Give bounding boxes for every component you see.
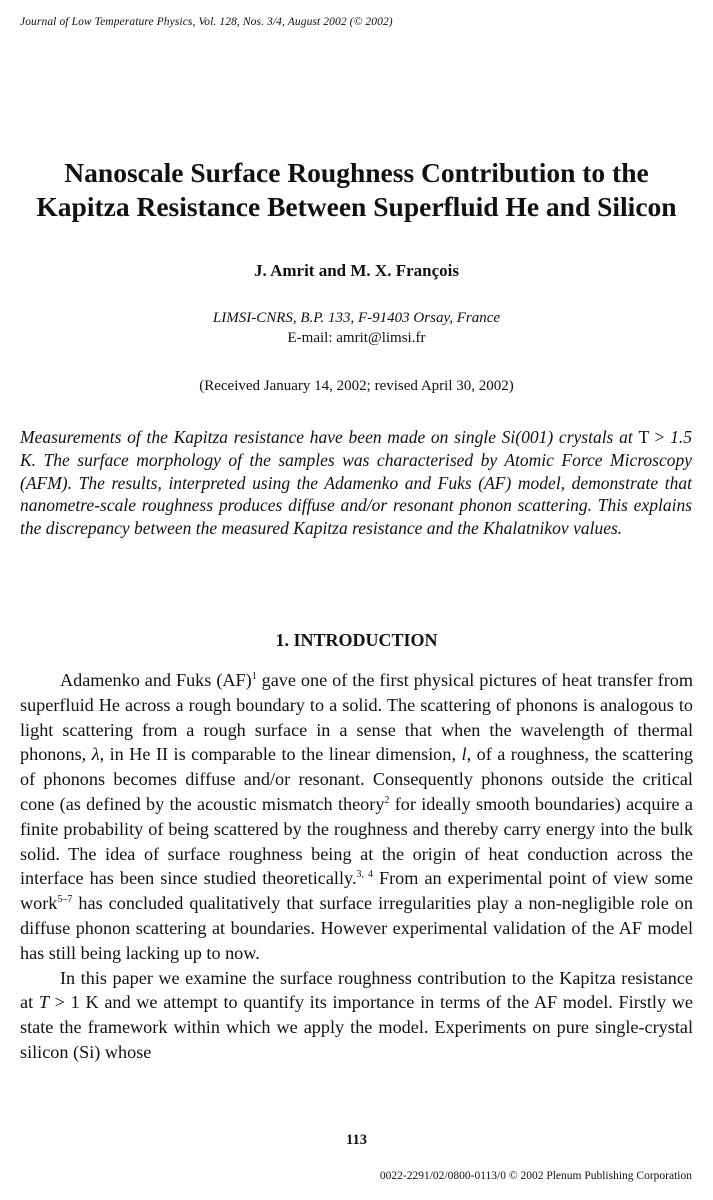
t-symbol: T [38, 992, 49, 1013]
body-span: From an experimental point of view some work [20, 868, 693, 914]
body-span: has concluded qualitatively that surface irregularities play a non-negligible role on diffuse phonon scattering at boundaries. However experimental validation of the AF model has still being lacking up to now. [20, 893, 693, 963]
page-number: 113 [346, 1132, 367, 1148]
paragraph-1 [20, 668, 693, 966]
copyright-line: 0022-2291/02/0800-0113/0 © 2002 Plenum Publishing Corporation [379, 1170, 692, 1182]
received-dates: (Received January 14, 2002; revised April 30, 2002) [199, 378, 514, 394]
abstract [20, 426, 692, 540]
title-line-2: Kapitza Resistance Between Superfluid He and Silicon [36, 191, 677, 222]
abstract-text-2: 1.5 K. The surface morphology of the samples was characterised by Atomic Force Microscopy (AFM). The results, interpreted using the Adamenko and Fuks (AF) model, demonstrate that nanometre-scale roughness produces diffuse and/or resonant phonon scattering. This explains the discrepancy between the measured Kapitza resistance and the Khalatnikov values. [20, 427, 693, 539]
body-span: , of a roughness, the scattering of phonons becomes diffuse and/or resonant. Consequently phonons outside the critical cone (as defined by the acoustic mismatch theory [20, 744, 693, 814]
citation-ref: 2 [384, 794, 390, 806]
author-list: J. Amrit and M. X. François [254, 261, 459, 280]
section-heading: 1. INTRODUCTION [275, 630, 438, 650]
l-symbol: l [461, 744, 467, 765]
citation-ref: 1 [251, 671, 257, 682]
body-span: > 1 K and we attempt to quantify its importance in terms of the AF model. Firstly we state the framework within which we apply the model. Experiments on pure single-crystal silicon (Si) whose [20, 992, 693, 1062]
paragraph-2 [20, 966, 693, 1065]
abstract-temp-symbol: T > [638, 427, 671, 447]
title-line-1: Nanoscale Surface Roughness Contribution to the [64, 157, 649, 188]
body-span: for ideally smooth boundaries) acquire a finite probability of being scattered by the roughness and thereby carry energy into the bulk solid. The idea of surface roughness being at the origin of heat conduction across the interface has been since studied theoretically. [20, 793, 693, 889]
lambda-symbol: λ [91, 744, 100, 765]
body-span: Adamenko and Fuks (AF) [60, 670, 252, 690]
body-span: gave one of the first physical pictures of heat transfer from superfluid He across a rough boundary to a solid. The scattering of phonons is analogous to light scattering from a rough surface in a sense that when the wavelength of thermal phonons, [20, 670, 693, 765]
journal-citation: Journal of Low Temperature Physics, Vol. 128, Nos. 3/4, August 2002 (© 2002) [20, 16, 393, 28]
affiliation: LIMSI-CNRS, B.P. 133, F-91403 Orsay, France [212, 310, 501, 326]
paper-title [0, 156, 713, 224]
abstract-text-1: Measurements of the Kapitza resistance have been made on single Si(001) crystals at [20, 427, 639, 447]
body-text [20, 668, 693, 1065]
citation-ref: 3, 4 [356, 869, 373, 881]
citation-ref: 5–7 [57, 894, 73, 906]
author-email: E-mail: amrit@limsi.fr [287, 330, 426, 346]
body-span: In this paper we examine the surface roughness contribution to the Kapitza resistance at [20, 967, 693, 1013]
body-span: , in He II is comparable to the linear dimension, [99, 744, 462, 765]
